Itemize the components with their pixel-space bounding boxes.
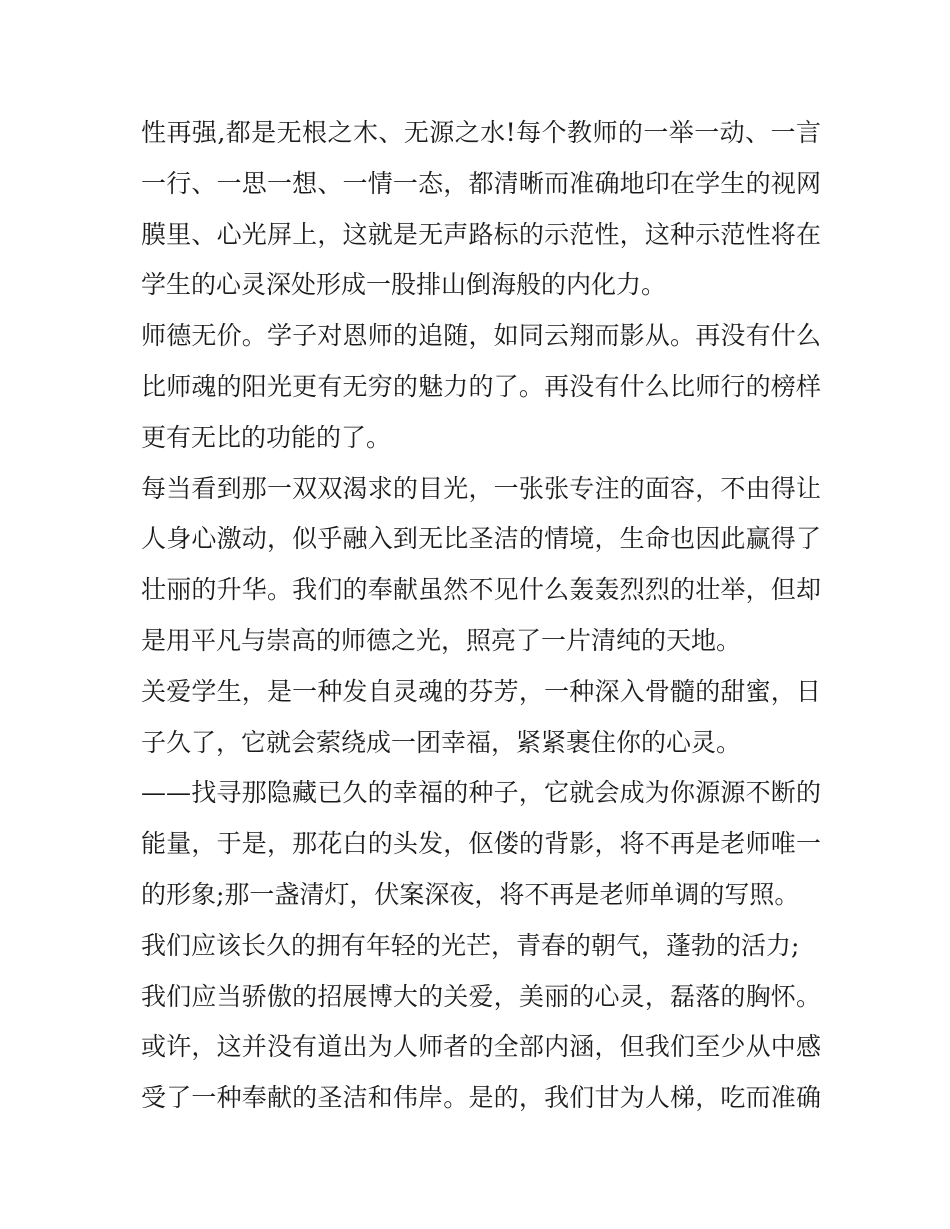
text-line: 师德无价。学子对恩师的追随，如同云翔而影从。再没有什么 bbox=[141, 321, 821, 351]
text-line: 我们应当骄傲的招展博大的关爱，美丽的心灵，磊落的胸怀。 bbox=[141, 981, 821, 1011]
text-line: 比师魂的阳光更有无穷的魅力的了。再没有什么比师行的榜样 bbox=[141, 371, 821, 401]
text-line: 每当看到那一双双渴求的目光，一张张专注的面容，不由得让 bbox=[141, 473, 821, 503]
text-line: 一行、一思一想、一情一态，都清晰而准确地印在学生的视网 bbox=[141, 168, 821, 198]
text-body bbox=[141, 108, 821, 1124]
text-line: 的形象;那一盏清灯，伏案深夜，将不再是老师单调的写照。 bbox=[141, 879, 800, 909]
text-line: 人身心激动，似乎融入到无比圣洁的情境，生命也因此赢得了 bbox=[141, 524, 821, 554]
text-line: 性再强,都是无根之木、无源之水!每个教师的一举一动、一言 bbox=[141, 118, 821, 147]
text-line: 子久了，它就会萦绕成一团幸福，紧紧裹住你的心灵。 bbox=[141, 727, 742, 757]
text-line: ——找寻那隐藏已久的幸福的种子，它就会成为你源源不断的 bbox=[141, 778, 821, 808]
text-line: 能量，于是，那花白的头发，伛偻的背影，将不再是老师唯一 bbox=[141, 829, 821, 859]
text-line: 膜里、心光屏上，这就是无声路标的示范性，这种示范性将在 bbox=[141, 219, 821, 249]
text-line: 是用平凡与崇高的师德之光，照亮了一片清纯的天地。 bbox=[141, 625, 742, 655]
text-line: 或许，这并没有道出为人师者的全部内涵，但我们至少从中感 bbox=[141, 1032, 821, 1062]
text-line: 学生的心灵深处形成一股排山倒海般的内化力。 bbox=[141, 270, 667, 300]
text-line: 更有无比的功能的了。 bbox=[141, 422, 392, 452]
text-line: 我们应该长久的拥有年轻的光芒，青春的朝气，蓬勃的活力; bbox=[141, 930, 800, 960]
text-line: 壮丽的升华。我们的奉献虽然不见什么轰轰烈烈的壮举，但却 bbox=[141, 575, 821, 605]
text-line: 受了一种奉献的圣洁和伟岸。是的，我们甘为人梯，吃而准确 bbox=[141, 1083, 821, 1113]
text-line: 关爱学生，是一种发自灵魂的芬芳，一种深入骨髓的甜蜜，日 bbox=[141, 676, 821, 706]
